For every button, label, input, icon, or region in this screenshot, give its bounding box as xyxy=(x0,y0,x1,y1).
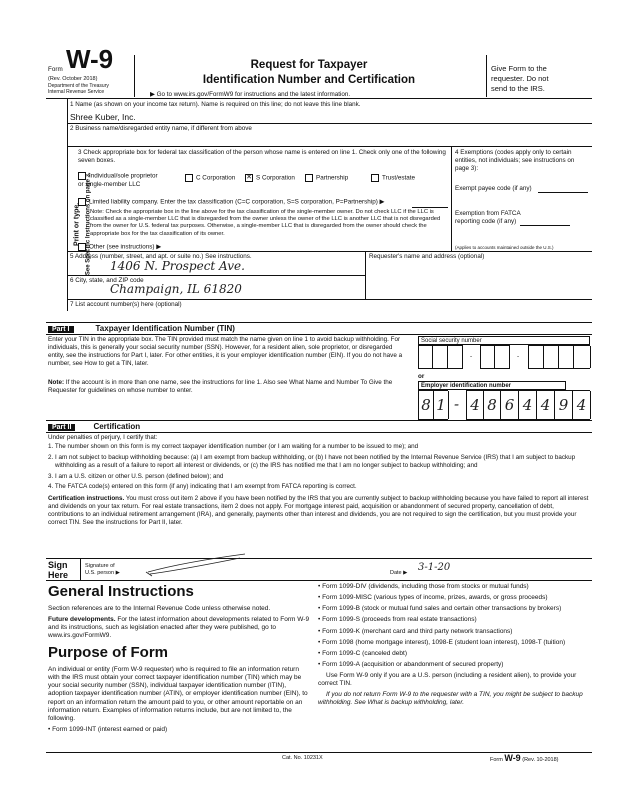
print-or-type: Print or type. xyxy=(73,202,81,246)
section-references: Section references are to the Internal Revenue Code unless otherwise noted. xyxy=(48,604,271,612)
name-field[interactable]: Shree Kuber, Inc. xyxy=(70,112,136,122)
fatca-applies-note: (Applies to accounts maintained outside the U.S.) xyxy=(455,245,554,250)
revision: (Rev. October 2018) xyxy=(48,76,98,82)
give-form-note xyxy=(491,64,549,93)
bullet-item: • Form 1099-C (canceled debt) xyxy=(318,649,407,657)
signature-scribble[interactable] xyxy=(140,552,250,578)
ein-digit: 4 xyxy=(519,391,537,419)
line5-label: 5 Address (number, street, and apt. or suite no.) See instructions. xyxy=(70,253,252,260)
signature-label xyxy=(85,563,120,577)
checkbox[interactable] xyxy=(305,174,313,182)
cert-instructions xyxy=(48,495,590,526)
certification-items xyxy=(48,443,590,530)
exempt-payee-label: Exempt payee code (if any) xyxy=(455,185,532,192)
department: Department of the Treasury xyxy=(48,83,109,89)
cert-instructions-text: You must cross out item 2 above if you have been notified by the IRS that you are currently subject to backup withholding because you have failed to report all interest and dividends on your tax return. For real estate transactions, item 2 does not apply. For mortgage interest paid, acquisition or abandonment of secured property, cancellation of debt, contributions to an individual retirement arrangement (IRA), and generally, payments other than interest and dividends, you are not required to sign the certification, but you must provide your correct TIN. See the instructions for Part II, later. xyxy=(48,495,589,526)
bullet-item: • Form 1098 (home mortgage interest), 1098-E (student loan interest), 1098-T (tuition) xyxy=(318,638,566,646)
note-text: If the account is in more than one name, see the instructions for line 1. Also see What Name and Number To Give the Requester for guidelines on whose number to enter. xyxy=(48,379,393,394)
footer-form-number: W-9 xyxy=(504,753,521,763)
ssn-dash: - xyxy=(470,353,473,360)
sign-word: Sign xyxy=(48,560,68,570)
line6-label: 6 City, state, and ZIP code xyxy=(70,277,144,284)
ein-digit: 8 xyxy=(484,391,501,419)
address-field[interactable]: 1406 N. Prospect Ave. xyxy=(110,259,245,273)
future-developments-bold: Future developments. xyxy=(48,615,116,623)
title-line-2: Identification Number and Certification xyxy=(202,73,416,86)
ein-digit: 4 xyxy=(467,391,484,419)
goto-instructions: ▶ Go to www.irs.gov/FormW9 for instructions and the latest information. xyxy=(150,91,351,98)
ein-digit: 4 xyxy=(537,391,555,419)
general-right-column xyxy=(318,583,590,711)
checkbox-trust-estate[interactable] xyxy=(371,174,415,183)
ein-label: Employer identification number xyxy=(418,381,566,390)
future-developments xyxy=(48,616,310,640)
backup-warning: If you do not return Form W-9 to the requester with a TIN, you might be subject to backup withholding. See What is backup withholding, later. xyxy=(318,691,583,707)
ssn-label: Social security number xyxy=(418,336,590,345)
give-line-1: Give Form to the xyxy=(491,64,547,73)
give-line-2: requester. Do not xyxy=(491,73,549,83)
city-state-zip-field[interactable]: Champaign, IL 61820 xyxy=(110,282,242,296)
checkbox-label: C Corporation xyxy=(196,174,236,182)
note-bold: Note: xyxy=(48,379,65,386)
checkbox-label: Partnership xyxy=(316,174,349,182)
bullet-item: • Form 1099-DIV (dividends, including those from stocks or mutual funds) xyxy=(318,583,529,590)
footer-form xyxy=(490,753,559,764)
form-label: Form xyxy=(48,66,63,73)
form-number: W-9 xyxy=(66,44,114,74)
part1-text: Enter your TIN in the appropriate box. The TIN provided must match the name given on line 1 to avoid backup withholding. For individuals, this is generally your social security number (SSN). However, for a resident alien, sole proprietor, or disregarded entity, see the instructions for Part I, later. For other entities, it is your employer identification number (EIN). If you do not have a number, see How to get a TIN, later. xyxy=(48,336,403,367)
checkbox-llc[interactable] xyxy=(78,198,384,207)
checkbox-label: S Corporation xyxy=(256,174,295,182)
bullet-item: • Form 1099-S (proceeds from real estate transactions) xyxy=(318,616,477,624)
bullet-item: • Form 1099-MISC (various types of income, prizes, awards, or gross proceeds) xyxy=(318,594,548,602)
sig-label-1: Signature of xyxy=(85,563,115,569)
cert-item: 2. I am not subject to backup withholding because: (a) I am exempt from backup withholding, or (b) I have not been notified by the Internal Revenue Service (IRS) that I am subject to backup withholding as a result of a failure to report all interest or dividends, or (c) the IRS has notified me that I am no longer subject to backup withholding; and xyxy=(48,453,576,469)
checkbox-s-corporation[interactable] xyxy=(245,174,295,183)
line7-label: 7 List account number(s) here (optional) xyxy=(70,301,182,308)
ein-digit: 6 xyxy=(501,391,519,419)
or-label: or xyxy=(418,373,425,380)
sig-label-2: U.S. person ▶ xyxy=(85,570,120,577)
ein-digit: 9 xyxy=(555,391,573,419)
cert-item: 1. The number shown on this form is my correct taxpayer identification number (or I am waiting for a number to be issued to me); and xyxy=(48,443,419,450)
bullet-item: • Form 1099-A (acquisition or abandonment of secured property) xyxy=(318,660,504,668)
requester-label: Requester's name and address (optional) xyxy=(369,253,485,260)
checkbox-label: Individual/sole proprietor or single-member LLC xyxy=(78,172,158,188)
checkbox-partnership[interactable] xyxy=(305,174,348,183)
specific-instructions: See Specific Instructions on page 3. xyxy=(85,172,92,276)
use-form-text: Use Form W-9 only if you are a U.S. person (including a resident alien), to provide your correct TIN. xyxy=(318,672,577,688)
sign-here xyxy=(48,561,68,581)
here-word: Here xyxy=(48,569,69,580)
checkbox-checked[interactable]: ✕ xyxy=(246,174,252,181)
catalog-number: Cat. No. 10231X xyxy=(282,755,323,761)
future-developments-text: For the latest information about developments related to Form W-9 and its instructions, such as legislation enacted after they were published, go to www.irs.gov/FormW9. xyxy=(48,615,310,640)
exemptions-title: 4 Exemptions (codes apply only to certain entities, not individuals; see instructions on page 3): xyxy=(455,149,575,172)
bullet-item: • Form 1099-K (merchant card and third party network transactions) xyxy=(318,627,513,635)
ein-input[interactable] xyxy=(418,390,590,420)
fatca-label: Exemption from FATCA reporting code (if any) xyxy=(455,210,521,225)
llc-note: Note: Check the appropriate box in the line above for the tax classification of the single-member owner. Do not check LLC if the LLC is classified as a single-member LLC that is disregarded from the owner unless the owner of the LLC is another LLC that is not disregarded from the owner for U.S. federal tax purposes. Otherwise, a single-member LLC that is disregarded from the owner should check the appropriate box for the tax classification of its owner. xyxy=(90,209,441,237)
part1-tag: Part I xyxy=(48,326,74,333)
llc-label: Limited liability company. Enter the tax classification (C=C corporation, S=S corporation, P=Partnership) ▶ xyxy=(89,198,385,206)
part2-tag: Part II xyxy=(48,424,75,431)
part1-note xyxy=(48,379,410,395)
give-line-3: send to the IRS. xyxy=(491,83,545,93)
form-title xyxy=(134,58,484,88)
ein-digit: 8 xyxy=(419,391,434,419)
general-left-column xyxy=(48,583,310,737)
ssn-input[interactable] xyxy=(418,345,590,369)
part2-title: Certification xyxy=(93,422,141,431)
ein-digit: 4 xyxy=(573,391,591,419)
line3-label: 3 Check appropriate box for federal tax classification of the person whose name is entered on line 1. Check only one of the following seven boxes. xyxy=(78,149,446,164)
checkbox[interactable] xyxy=(78,172,86,180)
checkbox[interactable] xyxy=(185,174,193,182)
irs-label: Internal Revenue Service xyxy=(48,89,105,95)
checkbox-individual[interactable] xyxy=(78,172,160,188)
ein-dash: - xyxy=(454,395,460,413)
date-label: Date ▶ xyxy=(390,570,408,576)
footer-form-word: Form xyxy=(490,757,503,763)
cert-item: 3. I am a U.S. citizen or other U.S. person (defined below); and xyxy=(48,472,224,480)
cert-item: 4. The FATCA code(s) entered on this form (if any) indicating that I am exempt from FATCA reporting is correct. xyxy=(48,483,357,491)
line1-label: 1 Name (as shown on your income tax return). Name is required on this line; do not leave this line blank. xyxy=(70,101,361,108)
checkbox[interactable] xyxy=(78,243,86,251)
purpose-text: An individual or entity (Form W-9 requester) who is required to file an information return with the IRS must obtain your correct taxpayer identification number (TIN) which may be your social security number (SSN), individual taxpayer identification number (ITIN), adoption taxpayer identification number (ATIN), or employer identification number (EIN), to report on an information return the amount paid to you, or other amount reportable on an information return. Examples of information returns include, but are not limited to, the following. xyxy=(48,666,308,722)
checkbox[interactable] xyxy=(371,174,379,182)
perjury-intro: Under penalties of perjury, I certify that: xyxy=(48,434,158,441)
title-line-1: Request for Taxpayer xyxy=(250,59,368,71)
other-label: Other (see instructions) ▶ xyxy=(89,243,162,251)
purpose-heading: Purpose of Form xyxy=(48,644,169,662)
date-field[interactable]: 3-1-20 xyxy=(418,562,451,573)
bullet-1099-int: • Form 1099-INT (interest earned or paid) xyxy=(48,725,168,733)
line2-label: 2 Business name/disregarded entity name, if different from above xyxy=(70,125,252,132)
checkbox-label: Trust/estate xyxy=(382,174,416,182)
footer-revision: (Rev. 10-2018) xyxy=(522,757,559,763)
part1-title: Taxpayer Identification Number (TIN) xyxy=(95,324,235,333)
general-instructions-heading: General Instructions xyxy=(48,583,194,600)
cert-instructions-bold: Certification instructions. xyxy=(48,495,125,503)
ein-digit: 1 xyxy=(434,391,449,419)
checkbox-c-corporation[interactable] xyxy=(185,174,235,183)
checkbox[interactable] xyxy=(78,198,86,206)
ssn-dash: - xyxy=(517,353,520,360)
bullet-item: • Form 1099-B (stock or mutual fund sales and certain other transactions by brokers) xyxy=(318,605,562,613)
